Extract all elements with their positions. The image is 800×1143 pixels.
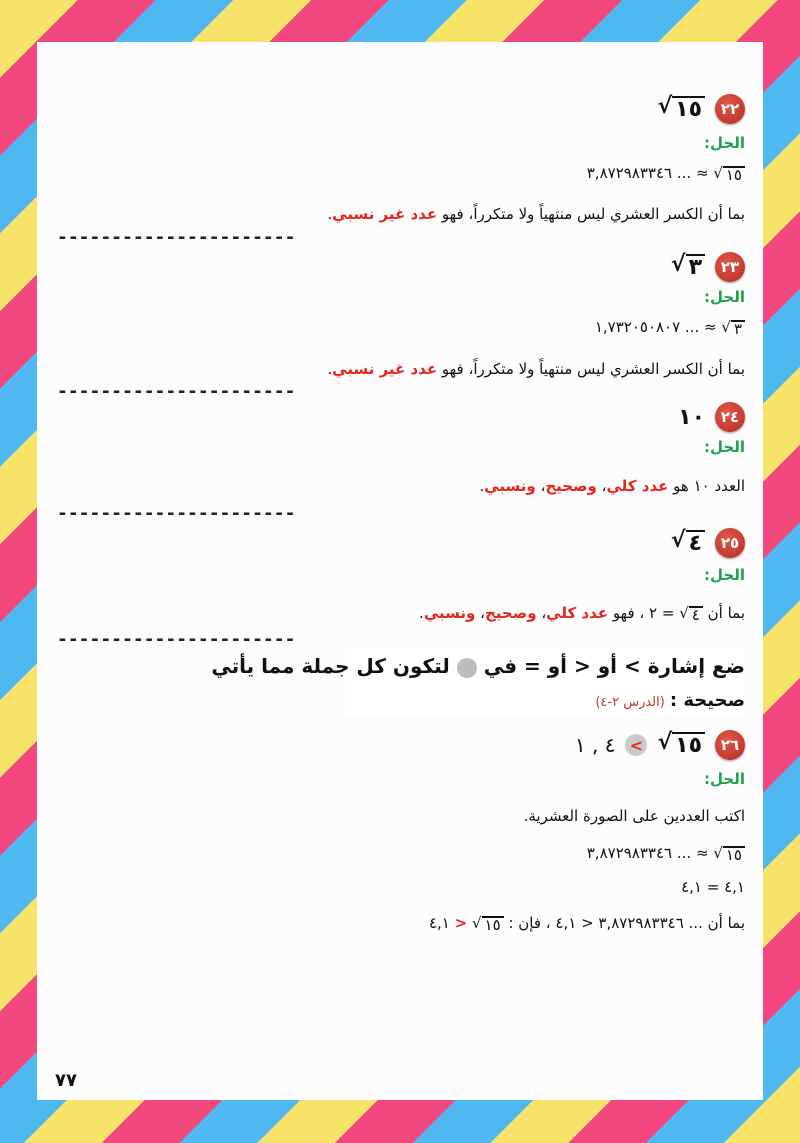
divider-line: ---------------------- — [57, 382, 296, 402]
radical-sign-icon: √ — [713, 844, 723, 862]
approx-sign: ≈ — [695, 164, 709, 182]
approx-line — [55, 164, 745, 184]
comparison-symbol: > — [625, 734, 647, 756]
reason-text: بما أن الكسر العشري ليس منتهياً ولا متكرراً، فهو — [441, 205, 745, 223]
section-instruction-line2 — [55, 690, 745, 711]
solution-label: الحل: — [704, 566, 745, 584]
equals-text: = ٢ ، فهو — [612, 604, 675, 622]
square-root-expression — [671, 254, 705, 279]
reason-line — [55, 205, 745, 223]
blank-circle-icon — [457, 658, 477, 678]
question-43 — [55, 252, 745, 282]
answer-text: عدد غير نسبي — [332, 205, 438, 223]
approx-sign: ≈ — [695, 844, 709, 862]
answer-rational: ونسبي — [484, 477, 536, 495]
instruction-line: اكتب العددين على الصورة العشرية. — [523, 807, 745, 825]
question-42-head — [55, 94, 745, 124]
question-45-head — [55, 528, 745, 558]
instruction-text: ضع إشارة > أو < أو = في — [483, 654, 745, 678]
answer-integer: وصحيح — [484, 604, 537, 622]
solution-label: الحل: — [704, 288, 745, 306]
approx-line — [55, 318, 745, 338]
square-root-expression — [713, 846, 745, 864]
question-number-badge: ٢٢ — [715, 94, 745, 124]
radical-sign-icon: √ — [713, 164, 723, 182]
approx-value: ١,٧٣٢٠٥٠٨٠٧ ... — [594, 318, 700, 336]
conclusion-line — [55, 914, 745, 934]
answer-intro: العدد ١٠ هو — [673, 477, 745, 495]
approx-value: ٣,٨٧٢٩٨٣٣٤٦ ... — [586, 844, 692, 862]
radicand: ٣ — [686, 254, 705, 279]
approx-line — [55, 844, 745, 864]
question-number-badge: ٢٤ — [715, 402, 745, 432]
square-root-expression — [657, 96, 705, 121]
question-43-head — [55, 252, 745, 282]
separator: ، — [540, 477, 546, 495]
reason-line — [55, 360, 745, 378]
radicand: ١٥ — [482, 916, 504, 934]
approx-value: ٣,٨٧٢٩٨٣٣٤٦ ... — [586, 164, 692, 182]
radicand: ٣ — [731, 320, 745, 338]
period: . — [327, 205, 333, 223]
separator: ، — [541, 604, 547, 622]
answer-intro: بما أن — [707, 604, 745, 622]
radicand: ١٥ — [723, 166, 745, 184]
square-root-expression — [713, 166, 745, 184]
radical-sign-icon: √ — [721, 318, 731, 336]
instruction-text: صحيحة : — [669, 690, 745, 711]
question-45 — [55, 528, 745, 558]
lesson-reference: (الدرس ٢-٤) — [595, 695, 665, 710]
divider-line: ---------------------- — [57, 228, 296, 248]
radical-sign-icon: √ — [670, 252, 686, 278]
radicand: ١٥ — [672, 732, 705, 757]
answer-rational: ونسبي — [423, 604, 476, 622]
comparison-symbol: < — [454, 914, 468, 932]
conclusion-text: ... ٣,٨٧٢٩٨٣٣٤٦ < ٤,١ ، فإن : — [508, 914, 703, 932]
square-root-expression — [472, 916, 504, 934]
reason-text: بما أن الكسر العشري ليس منتهياً ولا متكرراً، فهو — [441, 360, 745, 378]
separator: ، — [601, 477, 607, 495]
radical-sign-icon: √ — [657, 730, 673, 756]
question-44-head — [55, 402, 745, 432]
answer-line — [55, 477, 745, 495]
instruction-text: لتكون كل جملة مما يأتي — [211, 654, 450, 678]
radicand: ٤ — [686, 530, 705, 555]
radicand: ١٥ — [672, 96, 705, 121]
approx-sign: ≈ — [704, 318, 717, 336]
square-root-expression — [671, 530, 705, 555]
question-number-badge: ٢٥ — [715, 528, 745, 558]
page-content — [37, 42, 763, 1100]
question-value: ١٠ — [678, 404, 705, 430]
equality-line: ٤,١ = ٤,١ — [681, 878, 745, 896]
radical-sign-icon: √ — [471, 914, 482, 932]
radical-sign-icon: √ — [657, 94, 673, 120]
question-number-badge: ٢٣ — [715, 252, 745, 282]
question-46 — [55, 730, 745, 760]
period: . — [327, 360, 333, 378]
compare-value: ٤ , ١ — [574, 733, 616, 757]
conclusion-value: ٤,١ — [428, 914, 450, 932]
separator: ، — [480, 604, 485, 622]
answer-line — [55, 604, 745, 624]
divider-line: ---------------------- — [57, 504, 296, 524]
solution-label: الحل: — [704, 134, 745, 152]
square-root-expression — [679, 606, 703, 624]
answer-text: عدد غير نسبي — [332, 360, 438, 378]
square-root-expression — [721, 320, 745, 338]
radicand: ٤ — [689, 606, 703, 624]
question-number-badge: ٢٦ — [715, 730, 745, 760]
question-42 — [55, 94, 745, 124]
period: . — [419, 604, 424, 622]
answer-whole: عدد كلي — [546, 604, 609, 622]
square-root-expression — [657, 732, 705, 757]
solution-label: الحل: — [704, 770, 745, 788]
question-44 — [55, 402, 745, 432]
period: . — [479, 477, 485, 495]
radical-sign-icon: √ — [679, 604, 689, 622]
page-sheet — [37, 42, 763, 1100]
conclusion-intro: بما أن — [707, 914, 745, 932]
question-46-head — [55, 730, 745, 760]
page-number: ٧٧ — [55, 1070, 77, 1091]
section-instruction — [55, 654, 745, 678]
radicand: ١٥ — [723, 846, 745, 864]
radical-sign-icon: √ — [670, 528, 686, 554]
divider-line: ---------------------- — [57, 630, 296, 650]
solution-label: الحل: — [704, 438, 745, 456]
answer-whole: عدد كلي — [606, 477, 669, 495]
answer-integer: وصحيح — [545, 477, 597, 495]
